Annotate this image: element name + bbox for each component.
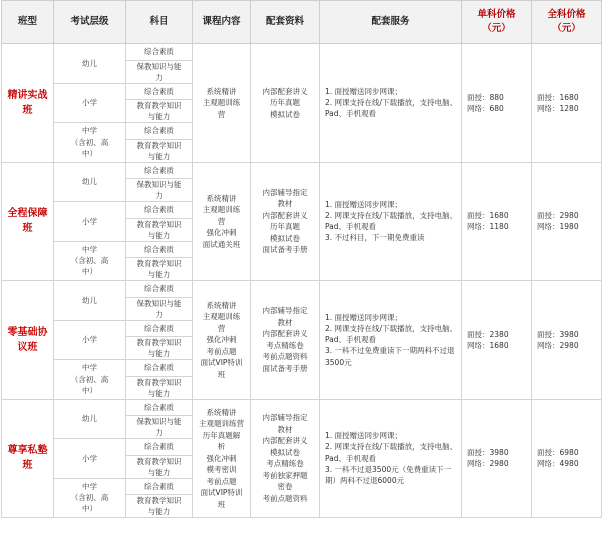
text-line: 网络：680 — [467, 103, 504, 113]
text-line: 面授：1680 — [467, 211, 509, 221]
text-line: 系统精讲 — [206, 300, 237, 310]
text-line: 模考密训 — [206, 465, 237, 474]
text-line: 内部配套讲义 — [262, 210, 308, 220]
text-line: 考前点题资料 — [262, 493, 308, 503]
text-line: 系统精讲 — [206, 86, 237, 96]
materials-cell — [251, 399, 320, 518]
text-line: 主观题训练营 — [199, 419, 244, 428]
course-content-cell — [193, 281, 251, 400]
text-line: 教育教学知识 — [136, 338, 182, 347]
subject-cell — [126, 60, 193, 83]
text-line: 面授：3980 — [537, 329, 579, 339]
subject-cell — [126, 179, 193, 202]
single-price-cell — [462, 399, 532, 518]
subject-cell: 综合素质 — [126, 44, 193, 61]
single-price-cell — [462, 44, 532, 163]
text-line: 教材 — [277, 424, 293, 434]
materials-cell — [251, 162, 320, 281]
text-line: 与能力 — [147, 467, 171, 477]
text-line: 与能力 — [147, 112, 171, 121]
text-line: 3. 不过科目，下一期免费重读 — [325, 233, 425, 243]
text-line: 面授：2380 — [467, 329, 509, 339]
text-line: 考前点题 — [206, 476, 237, 486]
subject-cell — [126, 495, 193, 518]
text-line: 1. 面授赠送同步网课； — [325, 431, 403, 441]
text-line: 中） — [82, 385, 97, 395]
level-cell-kindergarten: 幼儿 — [54, 44, 126, 84]
text-line: 与能力 — [147, 349, 171, 358]
text-line: 教育教学知识 — [136, 101, 182, 110]
level-cell-middle — [54, 123, 126, 163]
text-line: 面授：3980 — [467, 448, 509, 458]
text-line: 面授：880 — [467, 92, 504, 102]
course-pricing-table — [1, 0, 602, 518]
class-name-cell — [2, 162, 54, 281]
text-line: 主观题训练 — [202, 312, 241, 321]
text-line: 考前点题 — [206, 346, 237, 356]
level-cell-kindergarten: 幼儿 — [54, 162, 126, 202]
services-cell — [320, 399, 462, 518]
text-line: 2. 网课支持在线/下载播放，支持电脑、 — [325, 442, 458, 452]
subject-cell — [126, 100, 193, 123]
full-price-cell — [532, 44, 602, 163]
text-line: 2. 网课支持在线/下载播放，支持电脑、 — [325, 98, 458, 108]
text-line: 历年真题解 — [202, 430, 241, 440]
text-line: 全程保障 — [7, 208, 48, 220]
text-line: 保教知识与能 — [136, 298, 182, 308]
text-line: 与能力 — [147, 270, 171, 279]
text-line: 网络：2980 — [537, 340, 579, 350]
text-line: 1. 面授赠送同步网课； — [325, 199, 403, 209]
text-line: 内部配套讲义 — [262, 329, 308, 339]
text-line: 教育教学知识 — [136, 259, 182, 268]
text-line: 力 — [155, 428, 163, 437]
text-line: 析 — [217, 442, 226, 451]
level-cell-kindergarten: 幼儿 — [54, 399, 126, 439]
subject-cell — [126, 258, 193, 281]
text-line: Pad、手机观看 — [325, 109, 377, 119]
header-class-type: 班型 — [2, 1, 54, 44]
text-line: 与能力 — [147, 151, 171, 161]
services-cell — [320, 162, 462, 281]
text-line: 1. 面授赠送同步网课； — [325, 86, 403, 96]
text-line: 1. 面授赠送同步网课； — [325, 312, 403, 322]
text-line: 与能力 — [147, 507, 171, 516]
text-line: 考前点题资料 — [262, 352, 308, 362]
subject-cell: 综合素质 — [126, 478, 193, 495]
header-exam-level: 考试层级 — [54, 1, 126, 44]
text-line: 主观题训练 — [202, 205, 241, 214]
materials-cell — [251, 281, 320, 400]
text-line: Pad、手机观看 — [325, 453, 377, 463]
text-line: 3. 一科不过免费重读下一期两科不过退 — [325, 346, 455, 356]
text-line: 面试VIP特训 — [200, 358, 243, 367]
header-services: 配套服务 — [320, 1, 462, 44]
text-line: 期）两科不过退6000元 — [325, 476, 405, 486]
header-full-price: 全科价格 （元） — [532, 1, 602, 44]
text-line: 2. 网课支持在线/下载播放，支持电脑、 — [325, 211, 458, 221]
class-name-cell — [2, 399, 54, 518]
header-course-content: 课程内容 — [193, 1, 251, 44]
level-cell-primary: 小学 — [54, 202, 126, 242]
level-cell-primary: 小学 — [54, 83, 126, 123]
materials-cell — [251, 44, 320, 163]
text-line: 网络：4980 — [537, 459, 579, 469]
single-price-cell — [462, 162, 532, 281]
services-cell — [320, 281, 462, 400]
text-line: 网络：1980 — [537, 222, 579, 232]
text-line: 教育教学知识 — [136, 140, 182, 150]
text-line: 密卷 — [277, 482, 293, 492]
text-line: （含初、高 — [70, 137, 109, 147]
text-line: 模拟试卷 — [270, 109, 300, 119]
text-line: 中） — [82, 267, 97, 277]
class-name-cell — [2, 281, 54, 400]
text-line: 强化冲刺 — [206, 228, 237, 237]
full-price-cell — [532, 281, 602, 400]
text-line: 面试通关班 — [202, 239, 241, 249]
level-cell-middle — [54, 478, 126, 518]
text-line: 系统精讲 — [206, 193, 237, 203]
text-line: 营 — [217, 323, 226, 333]
text-line: 网络：1180 — [467, 222, 509, 232]
header-materials: 配套资料 — [251, 1, 320, 44]
course-content-cell — [193, 162, 251, 281]
text-line: 内部辅导指定 — [262, 413, 308, 423]
text-line: 班 — [22, 223, 33, 235]
table-row — [2, 281, 602, 298]
level-cell-middle — [54, 360, 126, 400]
text-line: 主观题训练 — [202, 98, 241, 107]
subject-cell — [126, 297, 193, 320]
text-line: 保教知识与能 — [136, 180, 182, 189]
text-line: 面授：2980 — [537, 211, 579, 221]
text-line: 中学 — [82, 126, 97, 136]
text-line: 2. 网课支持在线/下载播放，支持电脑、 — [325, 323, 458, 333]
text-line: 班 — [217, 499, 226, 509]
level-cell-primary: 小学 — [54, 320, 126, 360]
text-line: 教材 — [277, 199, 293, 209]
table-row — [2, 162, 602, 179]
text-line: 系统精讲 — [206, 407, 237, 417]
text-line: （含初、高 — [70, 374, 109, 384]
text-line: 历年真题 — [270, 98, 300, 107]
text-line: 考点精练卷 — [266, 340, 304, 350]
text-line: 3500元 — [325, 357, 352, 367]
subject-cell: 综合素质 — [126, 123, 193, 140]
subject-cell — [126, 416, 193, 439]
subject-cell: 综合素质 — [126, 83, 193, 100]
text-line: 保教知识与能 — [136, 61, 182, 71]
table-row — [2, 399, 602, 416]
level-cell-primary: 小学 — [54, 439, 126, 479]
text-line: 中） — [82, 504, 97, 514]
subject-cell — [126, 376, 193, 399]
text-line: 班 — [22, 460, 33, 472]
text-line: Pad、手机观看 — [325, 335, 377, 345]
text-line: 议班 — [17, 341, 38, 353]
header-subject: 科目 — [126, 1, 193, 44]
text-line: Pad、手机观看 — [325, 222, 377, 232]
full-price-cell — [532, 162, 602, 281]
services-cell — [320, 44, 462, 163]
course-content-cell — [193, 44, 251, 163]
text-line: 内部辅导指定 — [262, 306, 308, 316]
text-line: 保教知识与能 — [136, 417, 182, 426]
text-line: 尊享私塾 — [7, 445, 48, 457]
text-line: 模拟试卷 — [270, 447, 300, 457]
subject-cell — [126, 337, 193, 360]
text-line: 内部配套讲义 — [262, 86, 308, 96]
text-line: 班 — [22, 104, 33, 116]
text-line: 营 — [217, 109, 226, 119]
text-line: （含初、高 — [70, 493, 109, 503]
table-row — [2, 44, 602, 61]
text-line: 力 — [155, 191, 163, 200]
text-line: 与能力 — [147, 230, 171, 240]
text-line: 中学 — [82, 481, 97, 491]
header-single-price: 单科价格 （元） — [462, 1, 532, 44]
subject-cell: 综合素质 — [126, 439, 193, 456]
text-line: 强化冲刺 — [206, 453, 237, 463]
single-price-cell — [462, 281, 532, 400]
text-line: 内部辅导指定 — [262, 187, 308, 197]
text-line: 网络：1280 — [537, 103, 579, 113]
text-line: 考点精练卷 — [266, 459, 304, 469]
table-header-row — [2, 1, 602, 44]
subject-cell: 综合素质 — [126, 320, 193, 337]
text-line: 教育教学知识 — [136, 456, 182, 466]
text-line: 强化冲刺 — [206, 335, 237, 344]
subject-cell: 综合素质 — [126, 281, 193, 298]
course-content-cell — [193, 399, 251, 518]
text-line: 面试备考手册 — [262, 245, 308, 255]
text-line: 网络：2980 — [467, 459, 509, 469]
text-line: 面授：1680 — [537, 92, 579, 102]
text-line: 中学 — [82, 244, 97, 254]
subject-cell: 综合素质 — [126, 202, 193, 219]
subject-cell: 综合素质 — [126, 360, 193, 377]
class-name-cell — [2, 44, 54, 163]
text-line: 历年真题 — [270, 222, 300, 232]
text-line: 中学 — [82, 363, 97, 373]
table-body — [2, 44, 602, 518]
text-line: 内部配套讲义 — [262, 436, 308, 446]
subject-cell — [126, 455, 193, 478]
text-line: 模拟试卷 — [270, 233, 300, 243]
level-cell-kindergarten: 幼儿 — [54, 281, 126, 321]
subject-cell: 综合素质 — [126, 399, 193, 416]
subject-cell — [126, 139, 193, 162]
text-line: 与能力 — [147, 388, 171, 398]
text-line: 考前独家押题 — [262, 470, 308, 480]
text-line: 力 — [155, 309, 163, 319]
text-line: 中） — [82, 148, 97, 158]
text-line: 班 — [217, 369, 226, 379]
text-line: 网络：1680 — [467, 340, 509, 350]
text-line: 面授：6980 — [537, 448, 579, 458]
text-line: （含初、高 — [70, 256, 109, 266]
text-line: 面试备考手册 — [262, 363, 308, 373]
subject-cell: 综合素质 — [126, 162, 193, 179]
text-line: 精讲实战 — [7, 89, 48, 101]
text-line: 营 — [217, 216, 226, 226]
full-price-cell — [532, 399, 602, 518]
text-line: 教育教学知识 — [136, 496, 182, 505]
text-line: 力 — [155, 72, 163, 82]
text-line: 3. 一科不过退3500元（免费重读下一 — [325, 464, 452, 474]
text-line: 教育教学知识 — [136, 377, 182, 387]
level-cell-middle — [54, 241, 126, 281]
text-line: 教材 — [277, 317, 293, 327]
text-line: 教育教学知识 — [136, 219, 182, 229]
subject-cell — [126, 218, 193, 241]
text-line: 面试VIP特训 — [200, 488, 243, 497]
subject-cell: 综合素质 — [126, 241, 193, 258]
text-line: 零基础协 — [7, 326, 48, 338]
